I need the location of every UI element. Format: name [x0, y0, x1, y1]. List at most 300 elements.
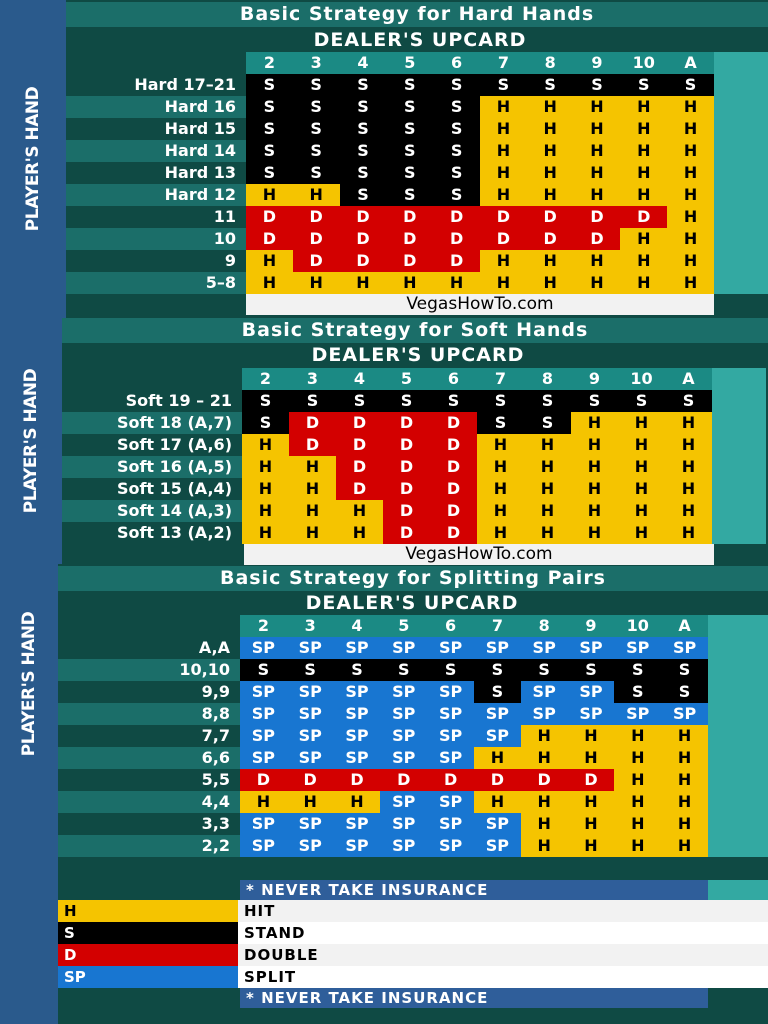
teal-cap: [708, 769, 768, 791]
action-cell: H: [521, 747, 568, 769]
dealer-card-9: 9: [568, 615, 615, 637]
action-cell: H: [480, 162, 527, 184]
table-row: [58, 659, 768, 681]
legend-row-split: [58, 966, 768, 988]
action-cell: H: [620, 184, 667, 206]
action-cell: SP: [240, 725, 287, 747]
action-cell: D: [336, 456, 383, 478]
action-cell: H: [571, 412, 618, 434]
action-cell: H: [242, 478, 289, 500]
action-cell: D: [620, 206, 667, 228]
action-cell: H: [524, 456, 571, 478]
action-cell: H: [524, 500, 571, 522]
player-hand-side-label: PLAYER'S HAND: [0, 318, 62, 564]
teal-cap: [708, 681, 768, 703]
action-cell: H: [571, 478, 618, 500]
action-cell: SP: [334, 747, 381, 769]
action-cell: H: [571, 434, 618, 456]
action-cell: D: [340, 228, 387, 250]
teal-cap: [714, 140, 768, 162]
legend-key-stand: S: [58, 922, 238, 944]
action-cell: H: [480, 118, 527, 140]
section-title: Basic Strategy for Hard Hands: [66, 2, 768, 27]
action-cell: H: [334, 791, 381, 813]
action-cell: H: [618, 434, 665, 456]
action-cell: H: [527, 140, 574, 162]
action-cell: H: [527, 96, 574, 118]
action-cell: H: [620, 140, 667, 162]
action-cell: SP: [380, 637, 427, 659]
action-cell: H: [620, 118, 667, 140]
action-cell: H: [620, 228, 667, 250]
action-cell: D: [427, 769, 474, 791]
action-cell: D: [293, 228, 340, 250]
action-cell: D: [289, 434, 336, 456]
action-cell: D: [430, 478, 477, 500]
action-cell: SP: [287, 747, 334, 769]
action-cell: H: [242, 522, 289, 544]
player-hand-label: A,A: [198, 638, 230, 657]
action-cell: H: [568, 725, 615, 747]
table-row: [62, 390, 766, 412]
dealer-card-7: 7: [480, 52, 527, 74]
action-cell: H: [665, 522, 712, 544]
action-cell: H: [665, 434, 712, 456]
insurance-note-bottom: * NEVER TAKE INSURANCE: [240, 988, 708, 1008]
action-cell: H: [386, 272, 433, 294]
action-cell: SP: [661, 637, 708, 659]
dealer-upcard-header: DEALER'S UPCARD: [58, 591, 768, 615]
action-cell: S: [433, 118, 480, 140]
action-cell: H: [618, 478, 665, 500]
action-cell: H: [667, 162, 714, 184]
action-cell: SP: [240, 835, 287, 857]
section-title: Basic Strategy for Splitting Pairs: [58, 566, 768, 591]
header-spacer: [66, 52, 246, 74]
action-cell: S: [614, 659, 661, 681]
action-cell: D: [340, 206, 387, 228]
action-cell: H: [336, 522, 383, 544]
action-cell: SP: [334, 681, 381, 703]
split-pairs-section: [0, 564, 768, 1024]
teal-cap: [714, 250, 768, 272]
action-cell: H: [667, 228, 714, 250]
teal-cap: [712, 522, 766, 544]
dealer-card-10: 10: [614, 615, 661, 637]
action-cell: H: [527, 250, 574, 272]
dealer-card-header-row: [62, 368, 766, 390]
action-cell: H: [521, 725, 568, 747]
action-cell: D: [383, 412, 430, 434]
dealer-card-9: 9: [574, 52, 621, 74]
action-cell: S: [340, 184, 387, 206]
player-hand-label: Soft 14 (A,3): [116, 501, 232, 520]
hard-hands-section: [0, 0, 768, 318]
action-cell: SP: [380, 725, 427, 747]
dealer-card-4: 4: [340, 52, 387, 74]
action-cell: S: [293, 140, 340, 162]
action-cell: H: [571, 456, 618, 478]
action-cell: S: [340, 96, 387, 118]
legend-key-double: D: [58, 944, 238, 966]
action-cell: SP: [427, 681, 474, 703]
action-cell: D: [430, 522, 477, 544]
table-row: [62, 522, 766, 544]
teal-cap: [712, 500, 766, 522]
table-row: [66, 250, 768, 272]
action-cell: D: [433, 250, 480, 272]
action-cell: H: [242, 500, 289, 522]
action-cell: H: [667, 118, 714, 140]
action-cell: SP: [380, 813, 427, 835]
action-cell: H: [667, 250, 714, 272]
action-cell: S: [474, 659, 521, 681]
action-cell: S: [665, 390, 712, 412]
action-cell: SP: [427, 835, 474, 857]
action-cell: S: [433, 162, 480, 184]
action-cell: D: [293, 206, 340, 228]
soft-hands-section: [0, 318, 768, 564]
action-cell: D: [430, 434, 477, 456]
action-cell: H: [480, 250, 527, 272]
action-cell: S: [380, 659, 427, 681]
player-hand-label: Soft 13 (A,2): [116, 523, 232, 542]
player-hand-label: 11: [213, 207, 236, 226]
action-cell: H: [480, 96, 527, 118]
dealer-card-3: 3: [287, 615, 334, 637]
dealer-card-2: 2: [240, 615, 287, 637]
action-cell: D: [336, 434, 383, 456]
player-hand-side-label: PLAYER'S HAND: [0, 0, 66, 318]
action-cell: S: [246, 118, 293, 140]
action-cell: H: [527, 272, 574, 294]
action-cell: H: [614, 769, 661, 791]
action-cell: H: [242, 456, 289, 478]
legend-row-double: [58, 944, 768, 966]
action-cell: S: [293, 96, 340, 118]
action-cell: D: [474, 769, 521, 791]
action-cell: H: [433, 272, 480, 294]
action-cell: D: [289, 412, 336, 434]
action-cell: H: [477, 434, 524, 456]
action-cell: S: [240, 659, 287, 681]
dealer-card-5: 5: [386, 52, 433, 74]
action-cell: H: [474, 747, 521, 769]
action-cell: H: [618, 412, 665, 434]
action-cell: S: [571, 390, 618, 412]
action-cell: D: [480, 206, 527, 228]
action-cell: S: [340, 74, 387, 96]
action-cell: D: [293, 250, 340, 272]
action-cell: SP: [334, 637, 381, 659]
action-cell: SP: [568, 703, 615, 725]
action-cell: S: [427, 659, 474, 681]
action-cell: SP: [380, 747, 427, 769]
action-cell: D: [383, 434, 430, 456]
action-cell: S: [614, 681, 661, 703]
dealer-card-6: 6: [427, 615, 474, 637]
action-cell: S: [340, 140, 387, 162]
action-cell: H: [477, 478, 524, 500]
action-cell: D: [336, 478, 383, 500]
teal-cap: [714, 96, 768, 118]
teal-cap: [712, 434, 766, 456]
action-cell: SP: [380, 835, 427, 857]
action-cell: H: [574, 272, 621, 294]
action-cell: H: [477, 500, 524, 522]
player-hand-label: 10: [213, 229, 236, 248]
teal-cap: [708, 703, 768, 725]
action-cell: H: [620, 272, 667, 294]
action-cell: D: [386, 228, 433, 250]
player-hand-label: Soft 16 (A,5): [116, 457, 232, 476]
dealer-card-8: 8: [524, 368, 571, 390]
table-row: [66, 184, 768, 206]
dealer-card-4: 4: [336, 368, 383, 390]
action-cell: H: [289, 522, 336, 544]
table-row: [58, 791, 768, 813]
insurance-note: * NEVER TAKE INSURANCE: [240, 880, 708, 900]
action-cell: H: [524, 478, 571, 500]
action-cell: SP: [427, 703, 474, 725]
dealer-card-4: 4: [334, 615, 381, 637]
teal-cap: [714, 184, 768, 206]
action-cell: D: [430, 412, 477, 434]
action-cell: D: [574, 206, 621, 228]
action-cell: H: [340, 272, 387, 294]
action-cell: D: [386, 206, 433, 228]
player-hand-label: 9,9: [201, 682, 230, 701]
action-cell: S: [293, 162, 340, 184]
action-cell: SP: [287, 813, 334, 835]
action-cell: SP: [474, 703, 521, 725]
action-cell: S: [661, 681, 708, 703]
soft-hands-table: [62, 368, 766, 544]
dealer-card-5: 5: [383, 368, 430, 390]
dealer-upcard-header: DEALER'S UPCARD: [66, 28, 768, 52]
action-cell: S: [661, 659, 708, 681]
action-cell: S: [524, 412, 571, 434]
action-cell: H: [620, 96, 667, 118]
action-cell: S: [474, 681, 521, 703]
player-hand-label: Soft 19 – 21: [125, 391, 232, 410]
action-cell: SP: [474, 725, 521, 747]
action-cell: D: [480, 228, 527, 250]
action-cell: S: [242, 412, 289, 434]
action-cell: H: [667, 272, 714, 294]
action-cell: S: [386, 184, 433, 206]
table-row: [62, 500, 766, 522]
action-cell: D: [287, 769, 334, 791]
table-row: [58, 725, 768, 747]
action-cell: H: [620, 250, 667, 272]
action-cell: H: [568, 835, 615, 857]
header-spacer: [62, 368, 242, 390]
footer-site: VegasHowTo.com: [246, 294, 714, 315]
dealer-card-6: 6: [433, 52, 480, 74]
action-cell: D: [568, 769, 615, 791]
action-cell: H: [661, 813, 708, 835]
split-pairs-table: [58, 615, 768, 857]
action-cell: S: [433, 96, 480, 118]
action-cell: SP: [474, 813, 521, 835]
legend-text-double: DOUBLE: [238, 944, 768, 966]
action-cell: H: [667, 184, 714, 206]
legend-row-hit: [58, 900, 768, 922]
action-cell: S: [433, 140, 480, 162]
teal-cap: [708, 791, 768, 813]
dealer-card-6: 6: [430, 368, 477, 390]
player-hand-label: 7,7: [201, 726, 230, 745]
dealer-card-A: A: [667, 52, 714, 74]
action-cell: D: [430, 456, 477, 478]
action-cell: H: [289, 456, 336, 478]
action-cell: D: [340, 250, 387, 272]
action-cell: D: [521, 769, 568, 791]
action-cell: H: [661, 725, 708, 747]
action-cell: H: [661, 835, 708, 857]
table-row: [58, 703, 768, 725]
action-cell: H: [574, 96, 621, 118]
dealer-card-9: 9: [571, 368, 618, 390]
action-cell: H: [574, 184, 621, 206]
action-cell: H: [571, 500, 618, 522]
teal-cap: [714, 206, 768, 228]
action-cell: H: [568, 747, 615, 769]
dealer-card-header-row: [58, 615, 768, 637]
action-cell: SP: [568, 681, 615, 703]
action-cell: H: [477, 456, 524, 478]
player-hand-label: 9: [224, 251, 236, 270]
action-cell: SP: [614, 703, 661, 725]
action-cell: SP: [334, 725, 381, 747]
action-cell: H: [293, 272, 340, 294]
action-cell: S: [568, 659, 615, 681]
action-cell: H: [574, 162, 621, 184]
action-cell: SP: [334, 813, 381, 835]
action-cell: H: [614, 813, 661, 835]
table-row: [58, 769, 768, 791]
action-cell: SP: [427, 725, 474, 747]
action-cell: H: [618, 456, 665, 478]
action-cell: H: [568, 813, 615, 835]
action-cell: SP: [240, 813, 287, 835]
teal-cap: [708, 835, 768, 857]
player-hand-label: Hard 16: [164, 97, 236, 116]
action-cell: H: [480, 140, 527, 162]
table-row: [58, 835, 768, 857]
action-cell: H: [618, 522, 665, 544]
action-cell: S: [293, 74, 340, 96]
action-cell: H: [474, 791, 521, 813]
action-cell: D: [433, 228, 480, 250]
action-cell: H: [289, 478, 336, 500]
action-cell: H: [521, 813, 568, 835]
action-cell: H: [661, 791, 708, 813]
action-cell: SP: [427, 637, 474, 659]
teal-cap: [712, 478, 766, 500]
dealer-card-A: A: [661, 615, 708, 637]
table-row: [66, 140, 768, 162]
dealer-card-3: 3: [293, 52, 340, 74]
table-row: [58, 681, 768, 703]
action-cell: H: [246, 250, 293, 272]
action-cell: S: [477, 390, 524, 412]
player-hand-label: Hard 15: [164, 119, 236, 138]
legend-key-hit: H: [58, 900, 238, 922]
player-hand-label: 6,6: [201, 748, 230, 767]
action-cell: SP: [614, 637, 661, 659]
player-hand-label: 4,4: [201, 792, 230, 811]
action-cell: H: [667, 206, 714, 228]
action-cell: S: [480, 74, 527, 96]
action-cell: H: [521, 791, 568, 813]
action-cell: D: [386, 250, 433, 272]
action-cell: S: [336, 390, 383, 412]
action-cell: S: [246, 162, 293, 184]
teal-cap: [714, 118, 768, 140]
player-hand-label: 3,3: [201, 814, 230, 833]
player-hand-label: Hard 13: [164, 163, 236, 182]
action-cell: SP: [380, 791, 427, 813]
action-cell: H: [618, 500, 665, 522]
action-cell: H: [614, 791, 661, 813]
action-cell: SP: [474, 835, 521, 857]
table-row: [62, 412, 766, 434]
player-hand-label: Hard 14: [164, 141, 236, 160]
action-cell: SP: [287, 835, 334, 857]
action-cell: S: [340, 118, 387, 140]
action-cell: SP: [240, 681, 287, 703]
teal-cap: [712, 390, 766, 412]
action-cell: SP: [287, 703, 334, 725]
action-cell: H: [289, 500, 336, 522]
action-cell: D: [246, 206, 293, 228]
action-cell: SP: [427, 813, 474, 835]
action-cell: H: [524, 434, 571, 456]
action-cell: S: [386, 162, 433, 184]
action-cell: H: [574, 118, 621, 140]
action-cell: SP: [287, 681, 334, 703]
action-cell: SP: [380, 681, 427, 703]
hard-hands-table: [66, 52, 768, 294]
table-row: [66, 118, 768, 140]
action-cell: SP: [427, 747, 474, 769]
action-cell: D: [430, 500, 477, 522]
legend: [58, 900, 768, 988]
action-cell: D: [574, 228, 621, 250]
action-cell: D: [334, 769, 381, 791]
legend-text-hit: HIT: [238, 900, 768, 922]
action-cell: S: [246, 96, 293, 118]
action-cell: H: [524, 522, 571, 544]
action-cell: S: [287, 659, 334, 681]
action-cell: H: [614, 725, 661, 747]
action-cell: S: [340, 162, 387, 184]
action-cell: H: [568, 791, 615, 813]
player-hand-label: Soft 15 (A,4): [116, 479, 232, 498]
action-cell: H: [521, 835, 568, 857]
teal-cap: [708, 637, 768, 659]
action-cell: SP: [240, 637, 287, 659]
teal-cap: [708, 659, 768, 681]
action-cell: SP: [240, 703, 287, 725]
action-cell: H: [293, 184, 340, 206]
teal-cap: [712, 412, 766, 434]
action-cell: SP: [380, 703, 427, 725]
action-cell: H: [665, 500, 712, 522]
action-cell: S: [430, 390, 477, 412]
